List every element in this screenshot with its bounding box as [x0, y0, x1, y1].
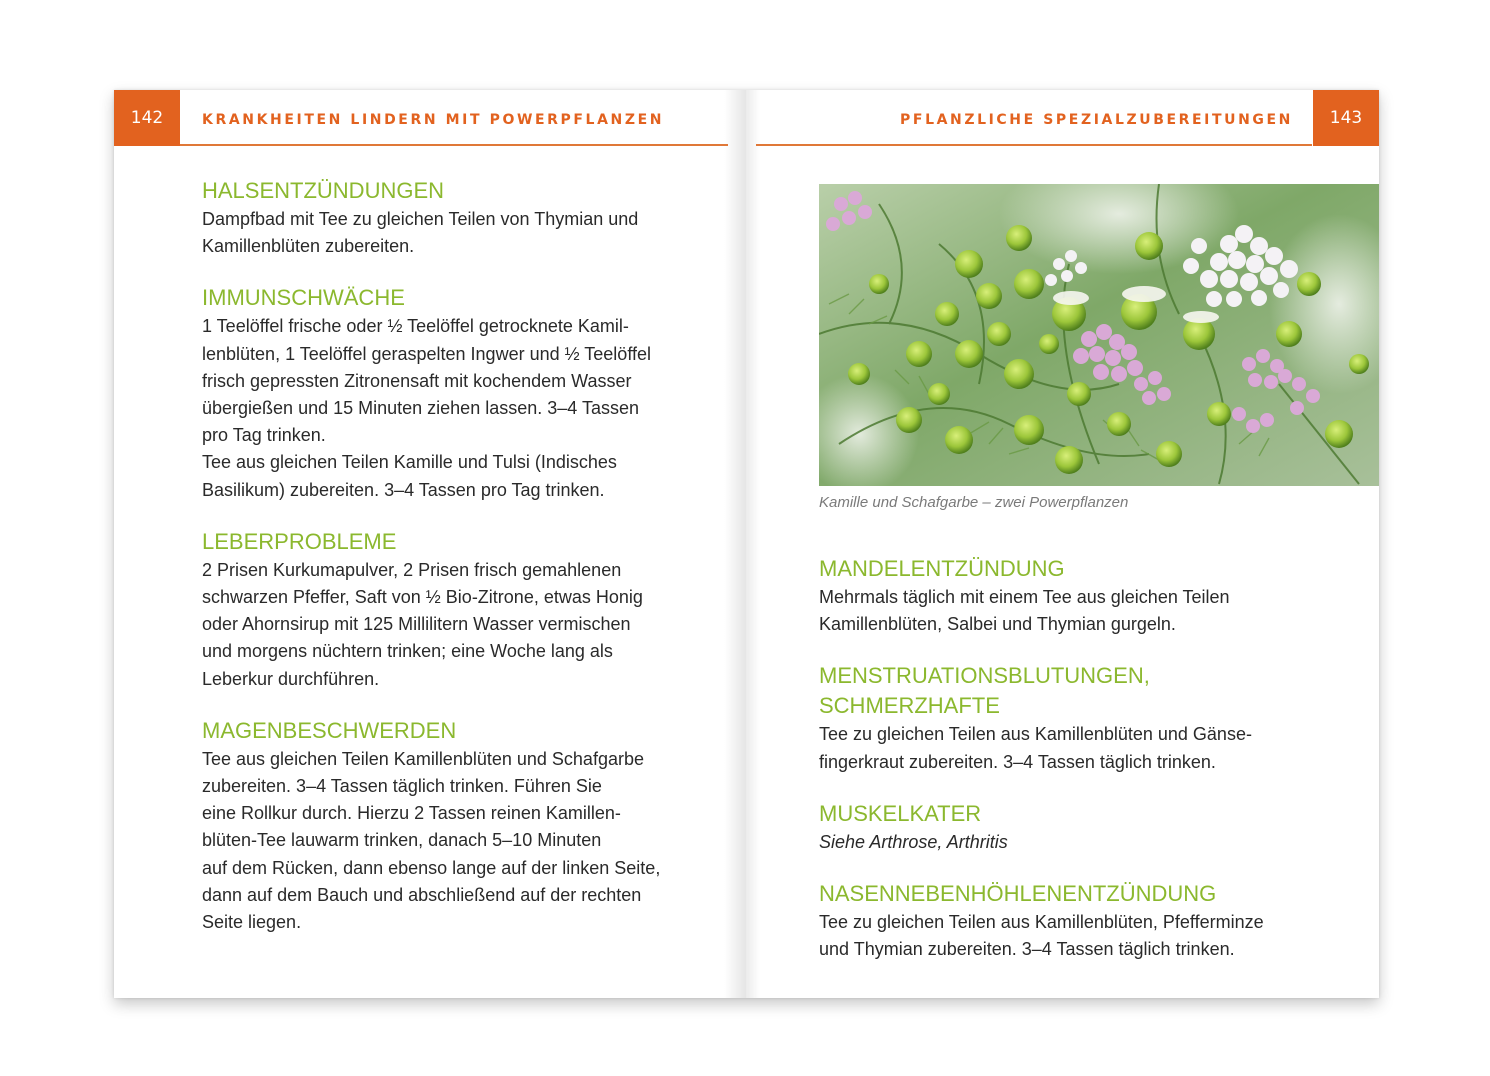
section-menstruationsblutungen: [819, 661, 1319, 775]
body-line: lenblüten, 1 Teelöffel geraspelten Ingwer und ½ Teelöffel: [202, 343, 652, 364]
section-halsentzuendungen: [202, 176, 682, 260]
gutter-shadow: [746, 90, 760, 998]
body-line: Leberkur durchführen.: [202, 668, 380, 689]
left-page: [114, 90, 746, 998]
body-line: Tee aus gleichen Teilen Kamillenblüten und Schafgarbe: [202, 748, 644, 769]
body-line: pro Tag trinken.: [202, 425, 326, 446]
section-nasennebenhoehlenentzuendung: [819, 879, 1319, 963]
running-head: KRANKHEITEN LINDERN MIT POWERPFLANZEN: [202, 112, 665, 128]
flower-photo: [819, 184, 1379, 486]
chamomile-yarrow-photo: [819, 184, 1379, 486]
cross-reference: Siehe Arthrose, Arthritis: [819, 831, 1008, 852]
section-immunschwaeche: [202, 283, 682, 503]
body-line: und Thymian zubereiten. 3–4 Tassen täglich trinken.: [819, 939, 1235, 960]
page-number-box: [114, 90, 180, 146]
body-line: Dampfbad mit Tee zu gleichen Teilen von Thymian und: [202, 209, 639, 229]
gutter-shadow: [724, 90, 746, 998]
header-rule: [756, 144, 1312, 146]
section-heading: NASENNEBENHÖHLENENTZÜNDUNG: [819, 881, 1217, 907]
body-line: zubereiten. 3–4 Tassen täglich trinken. Führen Sie: [202, 776, 602, 797]
body-line: Tee zu gleichen Teilen aus Kamillenblüten und Gänse-: [819, 724, 1252, 745]
section-heading: HALSENTZÜNDUNGEN: [202, 178, 445, 203]
section-heading: MUSKELKATER: [819, 800, 982, 826]
section-leberprobleme: [202, 527, 682, 693]
body-line: Kamillenblüten zubereiten.: [202, 236, 415, 257]
body-line: auf dem Rücken, dann ebenso lange auf der linken Seite,: [202, 857, 661, 878]
body-line: frisch gepressten Zitronensaft mit kochendem Wasser: [202, 370, 632, 391]
right-page: [746, 90, 1379, 998]
page-number-box: [1313, 90, 1379, 146]
left-page-content: [202, 176, 682, 959]
body-line: übergießen und 15 Minuten ziehen lassen. 3–4 Tassen: [202, 398, 639, 419]
page-number: 142: [130, 108, 164, 128]
body-line: blüten-Tee lauwarm trinken, danach 5–10 Minuten: [202, 830, 602, 851]
body-line: 2 Prisen Kurkumapulver, 2 Prisen frisch gemahlenen: [202, 559, 622, 580]
photo-caption: Kamille und Schafgarbe – zwei Powerpflanzen: [819, 494, 1129, 511]
page-number: 143: [1329, 108, 1363, 128]
header-rule: [180, 144, 728, 146]
section-heading: LEBERPROBLEME: [202, 528, 397, 554]
section-heading: MANDELENTZÜNDUNG: [819, 556, 1065, 581]
body-line: schwarzen Pfeffer, Saft von ½ Bio-Zitrone, etwas Honig: [202, 587, 643, 608]
body-line: dann auf dem Bauch und abschließend auf der rechten: [202, 884, 642, 905]
body-line: Kamillenblüten, Salbei und Thymian gurgeln.: [819, 614, 1176, 635]
running-head: PFLANZLICHE SPEZIALZUBEREITUNGEN: [900, 112, 1293, 128]
section-heading: MENSTRUATIONSBLUTUNGEN, SCHMERZHAFTE: [819, 663, 1150, 719]
body-line: Tee aus gleichen Teilen Kamille und Tulsi (Indisches: [202, 452, 617, 473]
section-mandelentzuendung: [819, 554, 1319, 638]
body-line: Basilikum) zubereiten. 3–4 Tassen pro Tag trinken.: [202, 479, 605, 500]
section-heading: IMMUNSCHWÄCHE: [202, 285, 405, 311]
right-page-content: [819, 554, 1319, 986]
body-line: Mehrmals täglich mit einem Tee aus gleichen Teilen: [819, 587, 1230, 607]
body-line: oder Ahornsirup mit 125 Millilitern Wasser vermischen: [202, 614, 631, 635]
section-muskelkater: [819, 799, 1319, 856]
body-line: fingerkraut zubereiten. 3–4 Tassen täglich trinken.: [819, 751, 1216, 772]
body-line: Seite liegen.: [202, 912, 302, 933]
body-line: eine Rollkur durch. Hierzu 2 Tassen reinen Kamillen-: [202, 803, 621, 824]
body-line: 1 Teelöffel frische oder ½ Teelöffel getrocknete Kamil-: [202, 316, 629, 337]
body-line: und morgens nüchtern trinken; eine Woche lang als: [202, 641, 613, 662]
section-heading: MAGENBESCHWERDEN: [202, 717, 457, 743]
body-line: Tee zu gleichen Teilen aus Kamillenblüten, Pfefferminze: [819, 912, 1264, 933]
section-magenbeschwerden: [202, 716, 682, 936]
open-book-spread: [114, 90, 1379, 998]
